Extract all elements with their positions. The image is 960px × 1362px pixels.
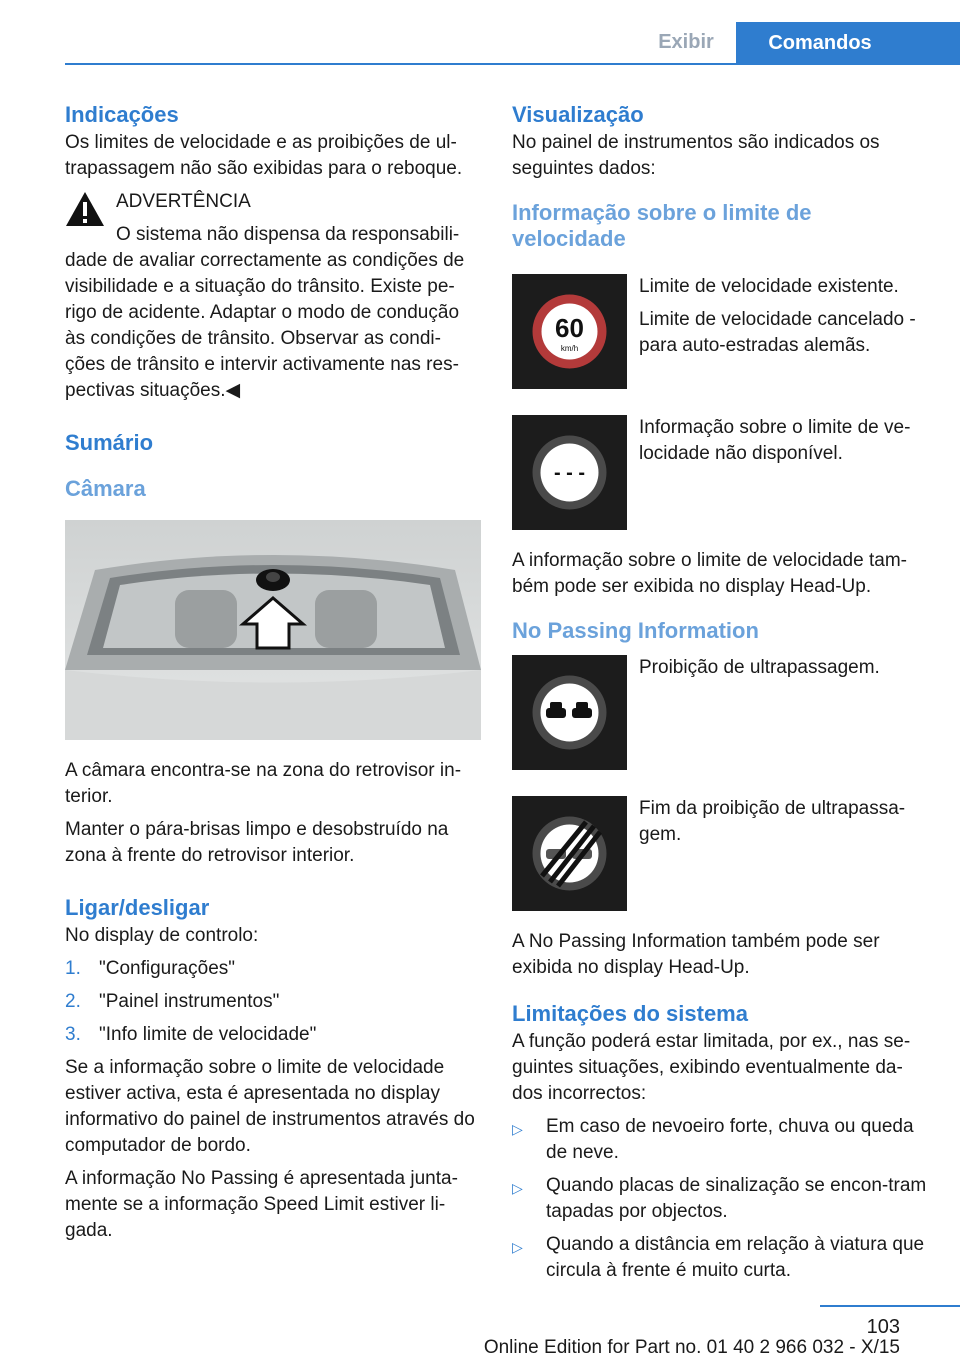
list-number: 1. [65, 958, 81, 979]
speed-limit-60-sign-icon [512, 274, 627, 389]
hud-text-2: A No Passing Information também pode ser exibida no display Head-Up. [512, 931, 880, 978]
triangle-bullet-icon: ▷ [512, 1239, 523, 1255]
subsection-title-info-limite: Informação sobre o limite de velocidade [512, 200, 812, 251]
sign-60-description [639, 274, 930, 389]
list-item [512, 1232, 930, 1284]
camera-location-photo [65, 520, 481, 740]
sign-60-text-2: Limite de velocidade cancelado - para auto-estradas alemãs. [639, 309, 916, 356]
section-title-indicacoes: Indicações [65, 102, 179, 127]
right-column [512, 100, 930, 1291]
sign-endpass-description [639, 796, 930, 911]
tab-exibir[interactable]: Exibir [658, 31, 714, 53]
limitations-list [512, 1114, 930, 1284]
page-number: 103 [866, 1316, 900, 1338]
section-title-visualizacao: Visualização [512, 102, 644, 127]
sign-row-no-passing [512, 655, 930, 770]
list-text: Quando a distância em relação à viatura que circula à frente é muito curta. [546, 1234, 925, 1281]
sign-nopass-description [639, 655, 930, 770]
hud-text-1: A informação sobre o limite de velocidade tam-bém pode ser exibida no display Head-Up. [512, 550, 907, 597]
limitacoes-text: A função poderá estar limitada, por ex., nas se-guintes situações, exibindo eventualmente da-dos incorrectos: [512, 1031, 911, 1104]
sign-endpass-text: Fim da proibição de ultrapassa-gem. [639, 798, 906, 845]
subsection-title-no-passing: No Passing Information [512, 618, 759, 643]
list-item [65, 1022, 481, 1048]
subsection-title-camara: Câmara [65, 476, 146, 501]
tab-comandos[interactable]: Comandos [736, 22, 960, 65]
sign-unavailable-description [639, 415, 930, 530]
warning-text-first-line: O sistema não dispensa da responsabili- [116, 224, 460, 245]
warning-box [65, 189, 481, 404]
sign-60-text-1: Limite de velocidade existente. [639, 276, 899, 297]
sign-dash-glyph: - - - [553, 462, 586, 484]
section-title-sumario: Sumário [65, 430, 154, 455]
sign-60-number: 60 [555, 313, 584, 343]
list-text: "Info limite de velocidade" [99, 1024, 317, 1045]
no-passing-sign-icon [512, 655, 627, 770]
sign-60-unit: km/h [560, 344, 579, 353]
list-item [512, 1114, 930, 1166]
warning-triangle-icon [65, 191, 105, 227]
sign-row-unavailable [512, 415, 930, 530]
after-steps-text-2: A informação No Passing é apresentada junta-mente se a informação Speed Limit estiver li-gada. [65, 1168, 458, 1241]
sign-row-60 [512, 274, 930, 389]
list-text: "Configurações" [99, 958, 236, 979]
list-item [512, 1173, 930, 1225]
list-item [65, 956, 481, 982]
indicacoes-text: Os limites de velocidade e as proibições de ul-trapassagem não são exibidas para o reboque. [65, 132, 463, 179]
list-text: Quando placas de sinalização se encon-tram tapadas por objectos. [546, 1175, 927, 1222]
sign-dash-text: Informação sobre o limite de ve-locidade não disponível. [639, 417, 911, 464]
warning-text: dade de avaliar correctamente as condições de visibilidade e a situação do trânsito. Existe pe-rigo de acidente. Adaptar o modo de condução às condições de trânsito. Observar as condi-ções de trânsito e intervir activamente nas res-pectivas situações.◀ [65, 250, 465, 401]
steps-list [65, 956, 481, 1048]
end-no-passing-sign-icon [512, 796, 627, 911]
camara-text-1: A câmara encontra-se na zona do retrovisor in-terior. [65, 760, 462, 807]
footer-edition: Online Edition for Part no. 01 40 2 966 032 - X/15 [483, 1337, 900, 1358]
visualizacao-text: No painel de instrumentos são indicados os seguintes dados: [512, 132, 880, 179]
ligar-text: No display de controlo: [65, 925, 259, 946]
list-text: "Painel instrumentos" [99, 991, 280, 1012]
triangle-bullet-icon: ▷ [512, 1180, 523, 1196]
sign-nopass-text: Proibição de ultrapassagem. [639, 657, 880, 678]
speed-limit-unavailable-sign-icon [512, 415, 627, 530]
left-column [65, 100, 481, 1244]
section-title-ligar: Ligar/desligar [65, 895, 210, 920]
list-item [65, 989, 481, 1015]
warning-title: ADVERTÊNCIA [116, 191, 251, 212]
list-number: 3. [65, 1024, 81, 1045]
section-title-limitacoes: Limitações do sistema [512, 1001, 748, 1026]
triangle-bullet-icon: ▷ [512, 1121, 523, 1137]
after-steps-text-1: Se a informação sobre o limite de velocidade estiver activa, esta é apresentada no display informativo do painel de instrumentos através do computador de bordo. [65, 1057, 475, 1156]
list-text: Em caso de nevoeiro forte, chuva ou queda de neve. [546, 1116, 914, 1163]
list-number: 2. [65, 991, 81, 1012]
sign-row-end-no-passing [512, 796, 930, 911]
camara-text-2: Manter o pára-brisas limpo e desobstruído na zona à frente do retrovisor interior. [65, 819, 449, 866]
footer-rule [820, 1305, 960, 1307]
